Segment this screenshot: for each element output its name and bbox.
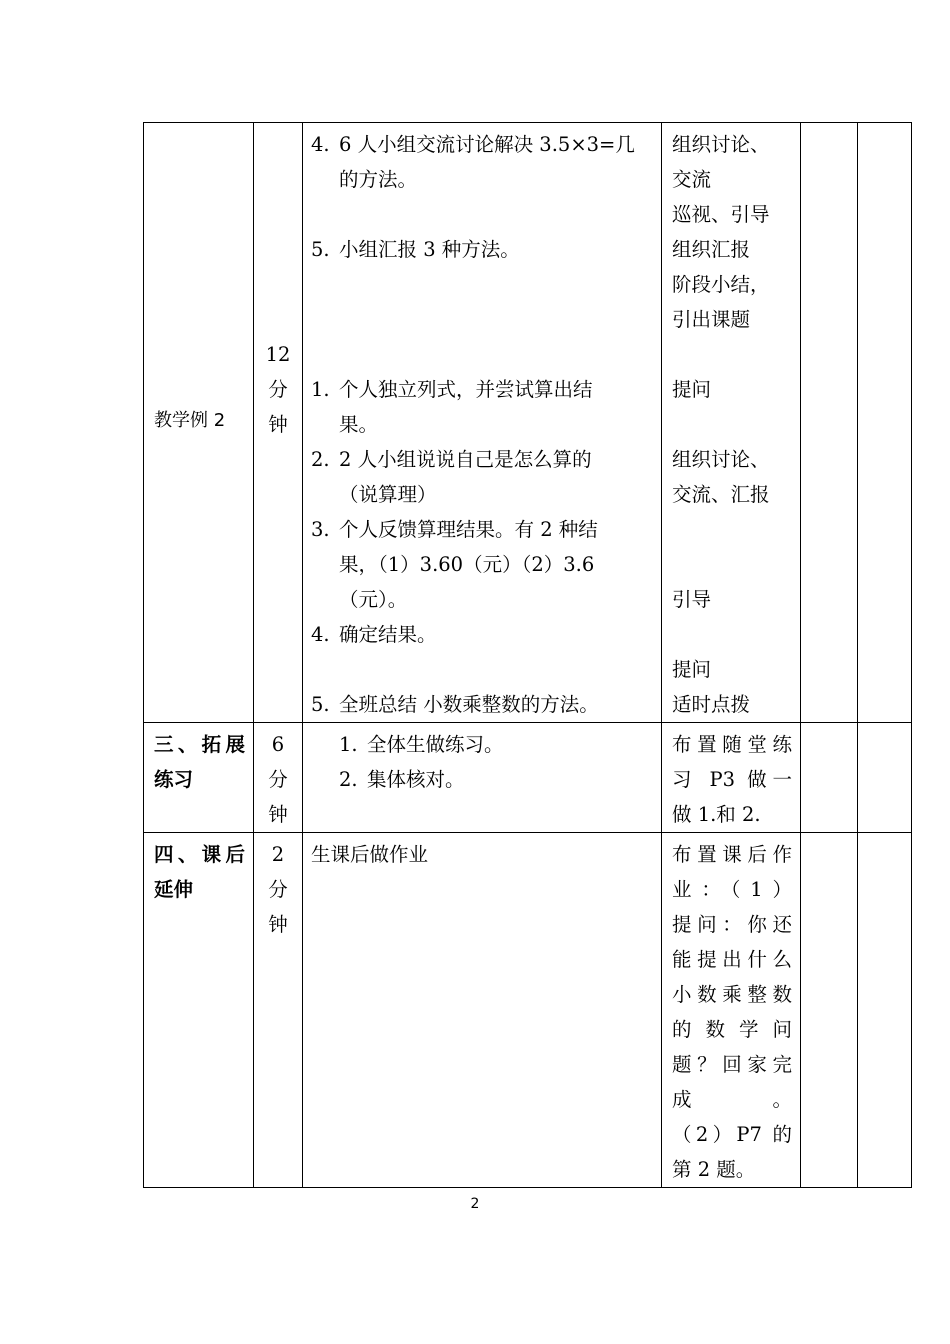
time-number: 12 — [265, 343, 291, 366]
list-item — [311, 617, 655, 652]
time-number: 6 — [271, 733, 285, 756]
list-item — [311, 372, 655, 442]
teacher-text: 第 2 题。 — [672, 1158, 756, 1181]
stage-cell — [144, 123, 254, 723]
item-text: 个人独立列式，并尝试算出结 — [339, 378, 593, 401]
item-text: 果。 — [339, 413, 379, 436]
student-text: 生课后做作业 — [311, 843, 429, 866]
empty-cell — [858, 723, 912, 833]
item-number: 3. — [311, 518, 330, 541]
stage-cell — [144, 723, 254, 833]
stage-label: 四、课后 — [154, 843, 245, 866]
item-text: 全班总结 小数乘整数的方法。 — [339, 693, 599, 716]
teacher-text: 布置随堂练 — [672, 733, 792, 756]
stage-label: 练习 — [154, 768, 194, 791]
table-row-homework — [144, 833, 912, 1188]
item-text: 集体核对。 — [367, 768, 465, 791]
teacher-text: 业：（1） — [672, 878, 792, 901]
teacher-text: 布置课后作 — [672, 843, 792, 866]
item-text: 个人反馈算理结果。有 2 种结 — [339, 518, 598, 541]
stage-label: 延伸 — [154, 878, 194, 901]
teacher-activity-cell — [662, 123, 801, 723]
item-number: 4. — [311, 133, 330, 156]
list-item — [339, 727, 655, 762]
time-cell — [254, 123, 303, 723]
stage-label: 教学例 2 — [154, 410, 226, 431]
student-activity-cell — [303, 123, 662, 723]
empty-cell — [801, 833, 858, 1188]
item-number: 4. — [311, 623, 330, 646]
empty-cell — [858, 123, 912, 723]
teacher-text: 成 。 — [672, 1088, 792, 1111]
teacher-text: 提问 — [672, 378, 712, 401]
item-text: 的方法。 — [339, 168, 418, 191]
item-text: 确定结果。 — [339, 623, 437, 646]
teacher-text: 组织讨论、 — [672, 448, 770, 471]
teacher-text: 提问：你还 — [672, 913, 792, 936]
empty-cell — [801, 123, 858, 723]
list-item — [311, 232, 655, 267]
teacher-text: 阶段小结， — [672, 273, 770, 296]
teacher-text: 小数乘整数 — [672, 983, 792, 1006]
table-row-extension-practice — [144, 723, 912, 833]
teacher-text: 题？回家完 — [672, 1053, 792, 1076]
teacher-text: 引出课题 — [672, 308, 751, 331]
teacher-activity-cell — [662, 833, 801, 1188]
teacher-text: 能提出什么 — [672, 948, 792, 971]
item-number: 5. — [311, 238, 330, 261]
empty-cell — [858, 833, 912, 1188]
item-number: 1. — [311, 378, 330, 401]
list-item — [311, 687, 655, 722]
item-text: （元）。 — [339, 588, 408, 611]
list-item — [311, 442, 655, 512]
stage-label: 三、拓展 — [154, 733, 245, 756]
item-text: 果，（1）3.60（元）（2）3.6 — [339, 553, 595, 576]
time-unit: 钟 — [268, 413, 288, 436]
teacher-text: 引导 — [672, 588, 712, 611]
time-unit: 分 — [268, 378, 288, 401]
teacher-text: 适时点拨 — [672, 693, 751, 716]
time-unit: 钟 — [268, 803, 288, 826]
teacher-activity-cell — [662, 723, 801, 833]
empty-cell — [801, 723, 858, 833]
student-activity-cell — [303, 723, 662, 833]
time-cell — [254, 833, 303, 1188]
item-number: 5. — [311, 693, 330, 716]
list-item — [311, 127, 655, 197]
time-cell — [254, 723, 303, 833]
item-text: 2 人小组说说自己是怎么算的 — [339, 448, 592, 471]
lesson-plan-table — [143, 122, 912, 1188]
item-number: 1. — [339, 733, 358, 756]
teacher-text: 习 P3 做一 — [672, 768, 792, 791]
teacher-text: 巡视、引导 — [672, 203, 770, 226]
teacher-text: 交流、汇报 — [672, 483, 770, 506]
item-number: 2. — [339, 768, 358, 791]
teacher-text: 做 1.和 2. — [672, 803, 761, 826]
teacher-text: 交流 — [672, 168, 712, 191]
teacher-text: 的 数 学 问 — [672, 1018, 792, 1041]
time-unit: 分 — [268, 878, 288, 901]
stage-cell — [144, 833, 254, 1188]
time-unit: 钟 — [268, 913, 288, 936]
list-item — [311, 512, 655, 617]
page-number: 2 — [470, 1196, 480, 1212]
item-text: 6 人小组交流讨论解决 3.5×3=几 — [339, 133, 635, 156]
teacher-text: 组织讨论、 — [672, 133, 770, 156]
item-text: 小组汇报 3 种方法。 — [339, 238, 520, 261]
teacher-text: 提问 — [672, 658, 712, 681]
table-row-example2 — [144, 123, 912, 723]
teacher-text: 组织汇报 — [672, 238, 751, 261]
time-number: 2 — [271, 843, 285, 866]
item-text: （说算理） — [339, 483, 437, 506]
item-text: 全体生做练习。 — [367, 733, 504, 756]
item-number: 2. — [311, 448, 330, 471]
teacher-text: （2）P7 的 — [672, 1123, 792, 1146]
list-item — [339, 762, 655, 797]
time-unit: 分 — [268, 768, 288, 791]
student-activity-cell — [303, 833, 662, 1188]
